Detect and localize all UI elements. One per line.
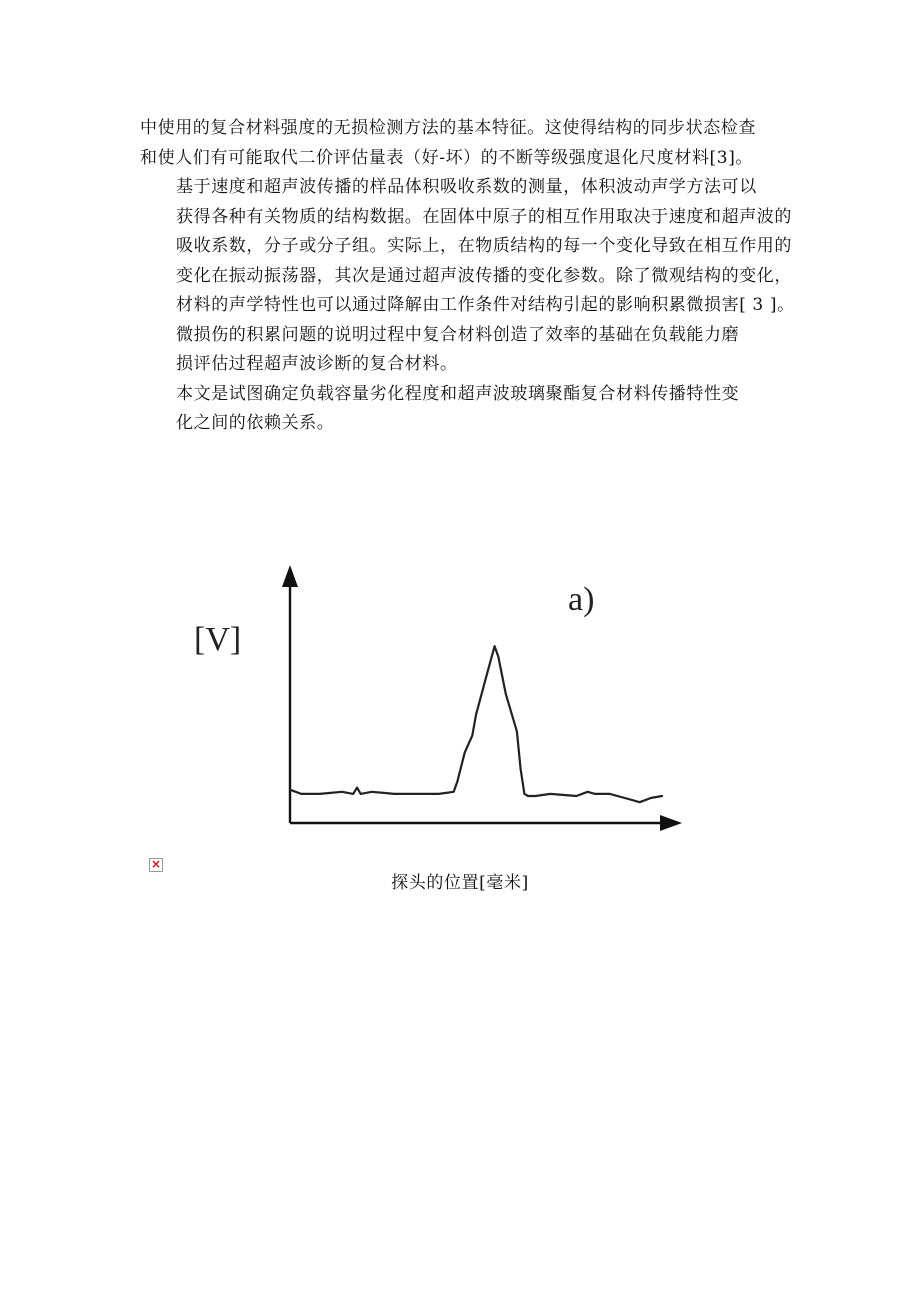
- paragraph: [140, 321, 790, 380]
- text-line: 获得各种有关物质的结构数据。在固体中原子的相互作用取决于速度和超声波的: [176, 206, 792, 227]
- x-axis-arrow: [660, 815, 682, 831]
- text-line: 中使用的复合材料强度的无损检测方法的基本特征。这使得结构的同步状态检查: [140, 118, 756, 138]
- body-text: [140, 114, 795, 439]
- y-axis-label: [V]: [194, 621, 242, 658]
- paragraph: [140, 114, 790, 173]
- y-axis-arrow: [282, 565, 298, 587]
- figure-a: [180, 555, 700, 845]
- series-line-0: [290, 646, 662, 802]
- text-line: 微损伤的积累问题的说明过程中复合材料创造了效率的基础在负载能力磨: [176, 324, 740, 345]
- text-line: 和使人们有可能取代二价评估量表（好-坏）的不断等级强度退化尺度材料[3]。: [140, 147, 754, 168]
- text-line: 材料的声学特性也可以通过降解由工作条件对结构引起的影响积累微损害[ 3 ]。: [176, 295, 795, 315]
- text-line: 吸收系数，分子或分子组。实际上，在物质结构的每一个变化导致在相互作用的: [176, 236, 792, 256]
- broken-image-icon: ×: [150, 857, 162, 871]
- panel-label: a): [568, 581, 595, 618]
- figure-caption: 探头的位置[毫米]: [391, 873, 529, 893]
- series-layer: [290, 646, 662, 802]
- paragraph: [140, 173, 795, 321]
- text-line: 本文是试图确定负载容量劣化程度和超声波玻璃聚酯复合材料传播特性变: [176, 383, 740, 404]
- text-line: 损评估过程超声波诊断的复合材料。: [176, 354, 458, 374]
- signal-chart: [180, 555, 700, 845]
- text-line: 基于速度和超声波传播的样品体积吸收系数的测量，体积波动声学方法可以: [176, 177, 757, 197]
- text-line: 变化在振动振荡器，其次是通过超声波传播的变化参数。除了微观结构的变化，: [176, 265, 792, 286]
- text-line: 化之间的依赖关系。: [176, 413, 335, 433]
- paragraph: [140, 380, 790, 439]
